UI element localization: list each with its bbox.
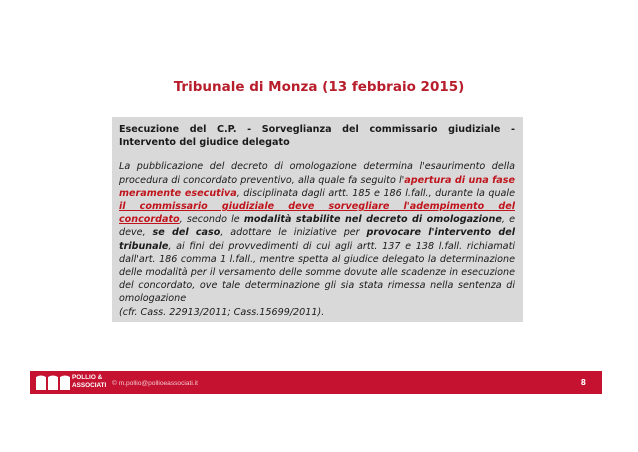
quote-box	[112, 117, 523, 322]
body-text-1: La pubblicazione del decreto di omologazione determina l'esaurimento della procedura di concordato preventivo, alla quale fa seguito l'	[119, 161, 515, 186]
footer-bar	[30, 371, 602, 394]
bold-modalita: modalità stabilite nel decreto di omologazione	[243, 214, 502, 226]
box-heading: Esecuzione del C.P. - Sorveglianza del commissario giudiziale - Intervento del giudice delegato	[119, 124, 515, 149]
body-text-4: , e deve,	[119, 214, 515, 239]
firm-name	[72, 374, 106, 389]
page-number: 8	[580, 378, 586, 387]
citation: (cfr. Cass. 22913/2011; Cass.15699/2011).	[119, 306, 325, 318]
bold-provocare: provocare l'intervento del tribunale	[119, 227, 515, 252]
bold-se-del-caso: se del caso	[152, 227, 221, 239]
body-text-5: , adottare le iniziative per	[220, 227, 367, 239]
box-body	[119, 160, 515, 318]
contact-email: © m.pollio@pollioeassociati.it	[112, 380, 198, 387]
highlight-esecutiva: apertura di una fase meramente esecutiva	[119, 174, 515, 199]
body-text-2: , disciplinata dagli artt. 185 e 186 l.fall., durante la quale	[236, 187, 515, 199]
firm-name-line2: ASSOCIATI	[72, 381, 107, 389]
body-text-6: , ai fini dei provvedimenti di cui agli artt. 137 e 138 l.fall. richiamati dall'art. 186 comma 1 l.fall., mentre spetta al giudice delegato la determinazione delle modalità per il versamento delle somme dovute alle scadenze in esecuzione del concordato, ove tale determinazione gli sia stata rimessa nella sentenza di omologazione	[119, 240, 515, 305]
firm-name-line1: POLLIO &	[72, 374, 103, 381]
body-text-3: , secondo le	[179, 214, 244, 226]
slide-title: Tribunale di Monza (13 febbraio 2015)	[173, 79, 465, 95]
highlight-commissario: il commissario giudiziale deve sorvegliare l'adempimento del concordato	[119, 201, 515, 226]
